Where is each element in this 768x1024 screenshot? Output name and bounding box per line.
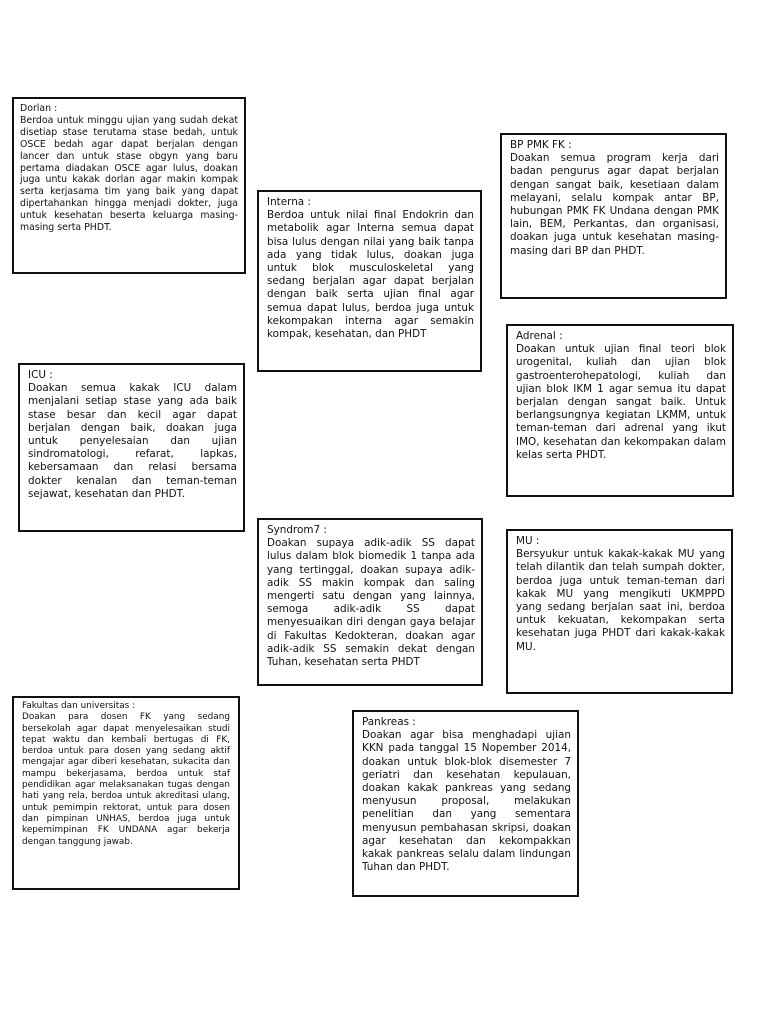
adrenal-title: Adrenal : [516,330,563,342]
interna-text: Berdoa untuk nilai final Endokrin dan metabolik agar Interna semua dapat bisa lulus dengan nilai yang baik tanpa ada yang tidak lulus, doakan juga untuk blok musculoskeletal yang sedang berjalan agar dapat berjalan dengan baik serta ujian final agar semua dapat lulus, berdoa juga untuk kekompakan interna agar semakin kompak, kesehatan, dan PHDT [267,209,474,341]
icu-box [18,363,245,532]
interna-title: Interna : [267,196,311,208]
icu-text: Doakan semua kakak ICU dalam menjalani setiap stase yang ada baik stase besar dan kecil agar dapat berjalan dengan baik, doakan juga untuk penyelesaian dan ujian sindromatologi, refarat, lapkas, kebersamaan dan relasi bersama dokter kenalan dan teman-teman sejawat, kesehatan dan PHDT. [28,382,237,500]
syndrom7-box [257,518,483,686]
syndrom7-title: Syndrom7 : [267,524,327,536]
dorlan-title: Dorlan : [20,103,58,114]
fakultas-box [12,696,240,890]
pankreas-box [352,710,579,897]
bp-pmk-box [500,133,727,299]
syndrom7-text: Doakan supaya adik-adik SS dapat lulus dalam blok biomedik 1 tanpa ada yang tertinggal, doakan supaya adik-adik SS makin kompak dan saling mengerti satu dengan yang lainnya, semoga adik-adik SS dapat menyesuaikan diri dengan gaya belajar di Fakultas Kedokteran, doakan agar adik-adik SS semakin dekat dengan Tuhan, kesehatan serta PHDT [267,537,475,669]
dorlan-text: Berdoa untuk minggu ujian yang sudah dekat disetiap stase terutama stase bedah, untuk OSCE bedah agar dapat berjalan dengan lancer dan untuk stase obgyn yang baru pertama diadakan OSCE agar lulus, doakan juga untu kakak dorlan agar makin kompak serta kerjasama tim yang baik yang dapat dipertahankan hingga menjadi dokter, juga untuk kesehatan beserta keluarga masing-masing serta PHDT. [20,114,238,234]
adrenal-text: Doakan untuk ujian final teori blok urogenital, kuliah dan ujian blok gastroenterohepatologi, kuliah dan ujian blok IKM 1 agar semua itu dapat berjalan dengan sangat baik. Untuk berlangsungnya kegiatan LKMM, untuk teman-teman dari adrenal yang ikut IMO, kesehatan dan kekompakan dalam kelas serta PHDT. [516,343,726,461]
fakultas-text: Doakan para dosen FK yang sedang bersekolah agar dapat menyelesaikan studi tepat waktu dan kembali bertugas di FK, berdoa untuk para dosen yang sedang aktif mengajar agar diberi kesehatan, sukacita dan mampu bekerjasama, berdoa untuk staf pendidikan agar melaksanakan tugas dengan hati yang rela, berdoa untuk akreditasi ulang, untuk pemimpin rektorat, untuk para dosen dan pimpinan UNHAS, berdoa juga untuk kepemimpinan FK UNDANA agar bekerja dengan tanggung jawab. [22,712,230,847]
icu-title: ICU : [28,369,53,381]
pankreas-text: Doakan agar bisa menghadapi ujian KKN pada tanggal 15 Nopember 2014, doakan untuk blok-blok disemester 7 geriatri dan kesehatan kepulauan, doakan kakak pankreas yang sedang menyusun proposal, melakukan penelitian dan yang sementara menyusun pembahasan skripsi, doakan agar kesehatan dan kekompakkan kakak pankreas selalu dalam lindungan Tuhan dan PHDT. [362,729,571,874]
mu-box [506,529,733,694]
dorlan-box [12,97,246,274]
pankreas-title: Pankreas : [362,716,416,728]
mu-title: MU : [516,535,540,547]
interna-box [257,190,482,372]
adrenal-box [506,324,734,497]
bp-pmk-text: Doakan semua program kerja dari badan pengurus agar dapat berjalan dengan sangat baik, kesetiaan dalam melayani, selalu kompak antar BP, hubungan PMK FK Undana dengan PMK lain, BEM, Perkantas, dan organisasi, doakan juga untuk kesehatan masing-masing dari BP dan PHDT. [510,152,719,257]
fakultas-title: Fakultas dan universitas : [22,701,136,711]
mu-text: Bersyukur untuk kakak-kakak MU yang telah dilantik dan telah sumpah dokter, berdoa juga untuk teman-teman dari kakak MU yang mengikuti UKMPPD yang sedang berjalan saat ini, berdoa untuk kekuatan, kekompakan serta kesehatan juga PHDT dari kakak-kakak MU. [516,548,725,653]
bp-pmk-title: BP PMK FK : [510,139,572,151]
